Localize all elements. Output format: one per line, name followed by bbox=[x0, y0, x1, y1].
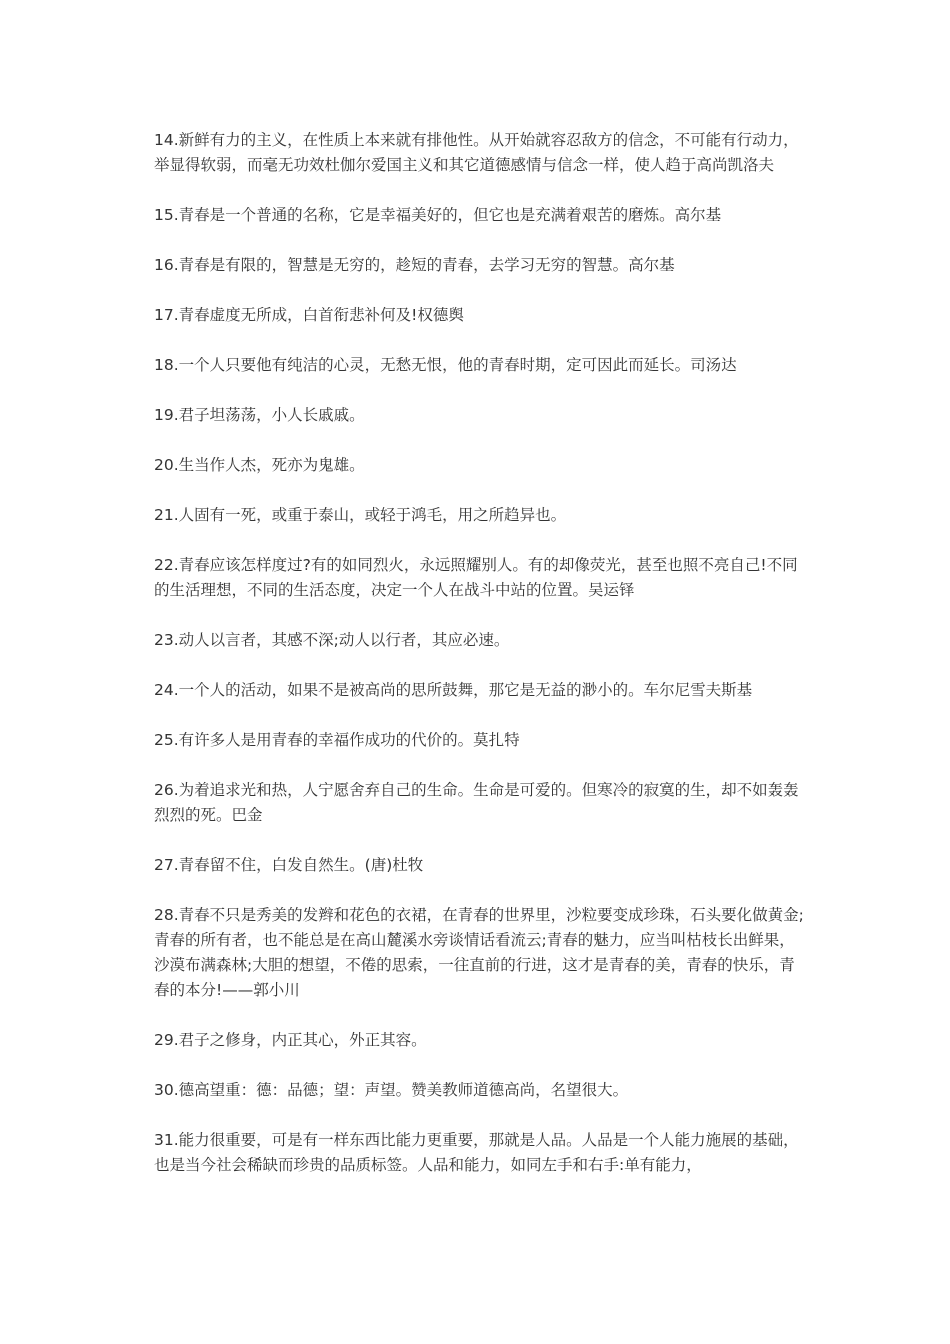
quote-paragraph-26: 26.为着追求光和热，人宁愿舍弃自己的生命。生命是可爱的。但寒冷的寂寞的生，却不如轰轰烈烈的死。巴金 bbox=[154, 781, 799, 824]
quote-paragraph-20: 20.生当作人杰，死亦为鬼雄。 bbox=[154, 456, 365, 474]
quote-paragraph-31: 31.能力很重要，可是有一样东西比能力更重要，那就是人品。人品是一个人能力施展的基础，也是当今社会稀缺而珍贵的品质标签。人品和能力，如同左手和右手:单有能力， bbox=[154, 1131, 799, 1174]
quote-paragraph-14: 14.新鲜有力的主义，在性质上本来就有排他性。从开始就容忍敌方的信念，不可能有行动力，举显得软弱，而毫无功效杜伽尔爱国主义和其它道德感情与信念一样，使人趋于高尚凯洛夫 bbox=[154, 131, 799, 174]
quote-paragraph-22: 22.青春应该怎样度过?有的如同烈火，永远照耀别人。有的却像荧光，甚至也照不亮自己!不同的生活理想，不同的生活态度，决定一个人在战斗中站的位置。吴运铎 bbox=[154, 556, 798, 599]
document-body bbox=[154, 128, 804, 1203]
quote-paragraph-23: 23.动人以言者，其感不深;动人以行者，其应必速。 bbox=[154, 631, 510, 649]
quote-paragraph-15: 15.青春是一个普通的名称，它是幸福美好的，但它也是充满着艰苦的磨炼。高尔基 bbox=[154, 206, 722, 224]
quote-paragraph-27: 27.青春留不住，白发自然生。(唐)杜牧 bbox=[154, 856, 424, 874]
quote-paragraph-28: 28.青春不只是秀美的发辫和花色的衣裙，在青春的世界里，沙粒要变成珍珠，石头要化做黄金;青春的所有者，也不能总是在高山麓溪水旁谈情话看流云;青春的魅力，应当叫枯枝长出鲜果，沙漠布满森林;大胆的想望，不倦的思索，一往直前的行进，这才是青春的美，青春的快乐，青春的本分!——郭小川 bbox=[154, 906, 804, 999]
quote-paragraph-29: 29.君子之修身，内正其心，外正其容。 bbox=[154, 1031, 427, 1049]
quote-paragraph-19: 19.君子坦荡荡，小人长戚戚。 bbox=[154, 406, 365, 424]
quote-paragraph-30: 30.德高望重：德：品德；望：声望。赞美教师道德高尚，名望很大。 bbox=[154, 1081, 629, 1099]
quote-paragraph-21: 21.人固有一死，或重于泰山，或轻于鸿毛，用之所趋异也。 bbox=[154, 506, 567, 524]
quote-paragraph-18: 18.一个人只要他有纯洁的心灵，无愁无恨，他的青春时期，定可因此而延长。司汤达 bbox=[154, 356, 737, 374]
quote-paragraph-24: 24.一个人的活动，如果不是被高尚的思所鼓舞，那它是无益的渺小的。车尔尼雪夫斯基 bbox=[154, 681, 753, 699]
quote-paragraph-17: 17.青春虚度无所成，白首衔悲补何及!权德舆 bbox=[154, 306, 464, 324]
quote-paragraph-16: 16.青春是有限的，智慧是无穷的，趁短的青春，去学习无穷的智慧。高尔基 bbox=[154, 256, 675, 274]
quote-paragraph-25: 25.有许多人是用青春的幸福作成功的代价的。莫扎特 bbox=[154, 731, 520, 749]
